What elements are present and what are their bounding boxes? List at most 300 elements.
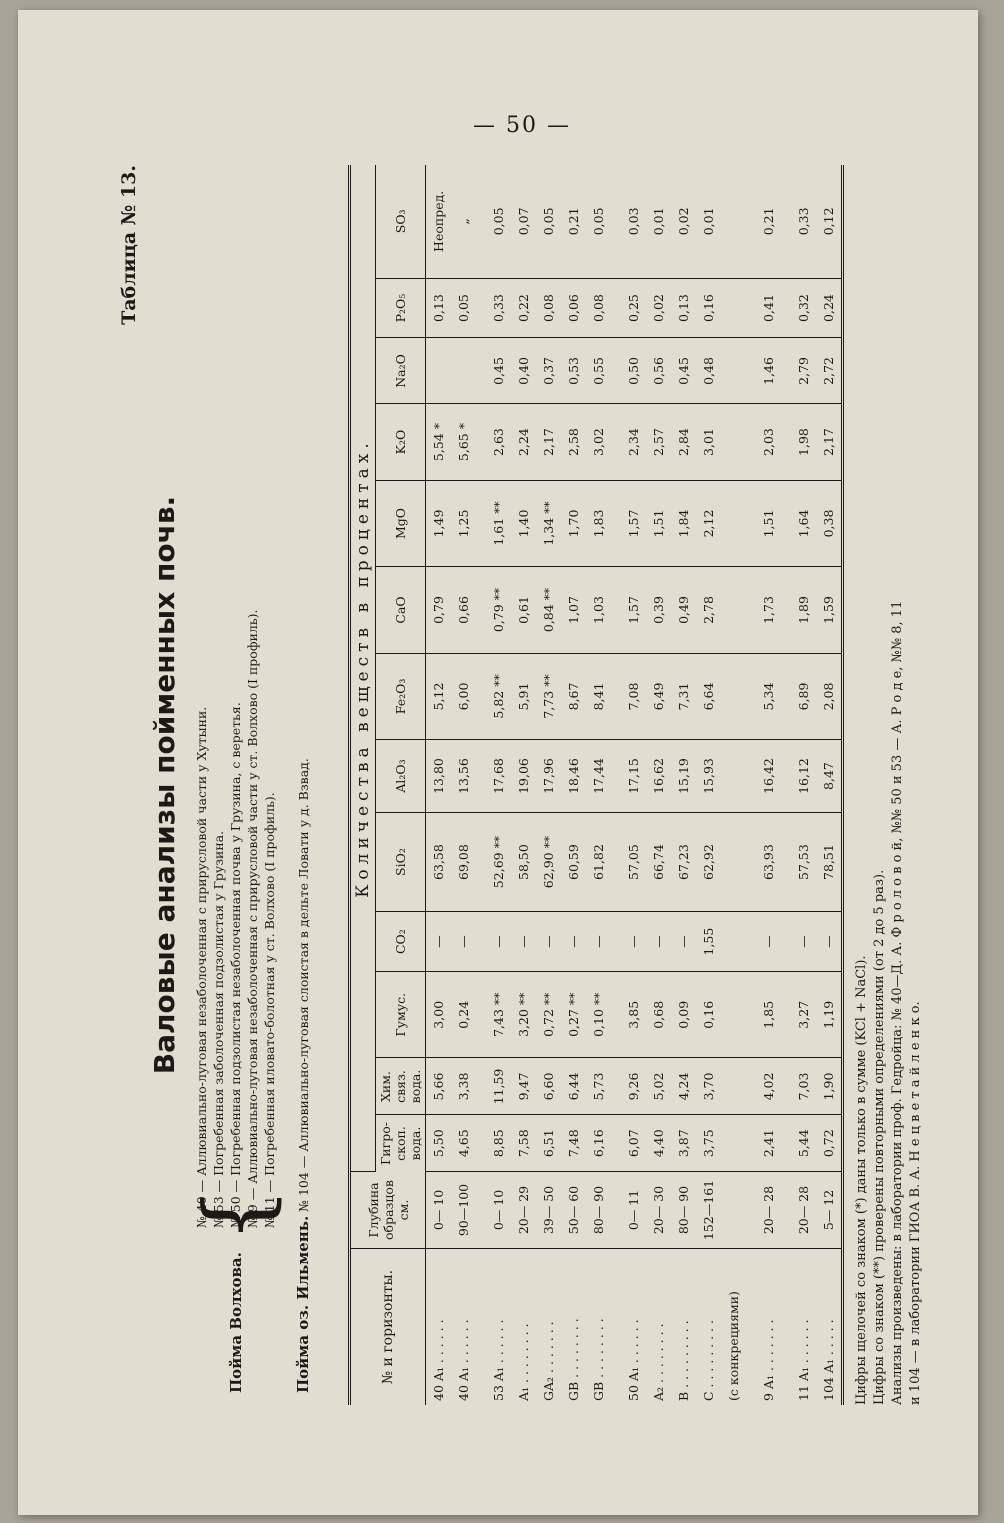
cell-value: 1,46: [756, 338, 781, 404]
cell-value: 1,85: [756, 972, 781, 1058]
cell-value: 4,40: [646, 1115, 671, 1172]
spacer-cell: [746, 740, 756, 813]
cell-value: 6,60: [536, 1058, 561, 1115]
cell-value: 0,25: [621, 278, 646, 338]
cell-sample: 11 A₁ . . . . . .: [796, 1319, 811, 1401]
cell-value: 0,02: [646, 278, 671, 338]
cell-value: 3,20 **: [511, 972, 536, 1058]
cell-value: 17,96: [536, 740, 561, 813]
spacer-cell: [781, 740, 791, 813]
cell-value: 0,66: [451, 567, 476, 653]
spacer-cell: [746, 338, 756, 404]
cell-value: 1,57: [621, 567, 646, 653]
cell-value: 0,45: [671, 338, 696, 404]
cell-value: [721, 567, 746, 653]
cell-value: 7,08: [621, 653, 646, 739]
cell-value: 6,51: [536, 1115, 561, 1172]
cell-sample: (с конкрециями): [726, 1291, 741, 1401]
cell-value: 0,72: [816, 1115, 843, 1172]
footnote: Анализы произведены: в лаборатории проф. Гедройца: № 40—Д. А. Ф р о л о в о й, №№ 50 и 53 — А. Р о д е, №№ 8, 11: [890, 600, 905, 1405]
cell-value: 67,23: [671, 812, 696, 911]
cell-value: 2,79: [791, 338, 816, 404]
cell-sample: GA₂ . . . . . . .: [541, 1321, 556, 1401]
cell-value: 0,79: [426, 567, 452, 653]
spacer-cell: [476, 740, 486, 813]
header-depth: Глубина образцов см.: [350, 1172, 426, 1249]
cell-value: 1,61 **: [486, 480, 511, 566]
cell-value: 0,39: [646, 567, 671, 653]
table-row: [586, 165, 611, 1405]
cell-value: 0,61: [511, 567, 536, 653]
cell-value: 0,33: [791, 165, 816, 278]
spacer-cell: [611, 278, 621, 338]
cell-value: 8,47: [816, 740, 843, 813]
cell-value: 63,58: [426, 812, 452, 911]
legend-item: № 50 — Погребенная подзолистая незаболоченная почва у Грузина, с веретья.: [228, 702, 243, 1228]
cell-value: [721, 165, 746, 278]
cell-sample: 53 A₁ . . . . . .: [491, 1319, 506, 1401]
cell-value: 2,41: [756, 1115, 781, 1172]
cell-value: 2,78: [696, 567, 721, 653]
cell-value: 2,12: [696, 480, 721, 566]
cell-value: 8,41: [586, 653, 611, 739]
spacer-cell: [476, 480, 486, 566]
cell-value: 15,93: [696, 740, 721, 813]
cell-sample: A₁ . . . . . . . .: [516, 1323, 531, 1401]
cell-value: 6,49: [646, 653, 671, 739]
table-row: [451, 165, 476, 1405]
cell-value: 0,13: [671, 278, 696, 338]
spacer-cell: [746, 812, 756, 911]
cell-value: 2,03: [756, 404, 781, 480]
cell-value: 1,83: [586, 480, 611, 566]
cell-value: 0,79 **: [486, 567, 511, 653]
cell-value: 0,05: [451, 278, 476, 338]
header-col: Гумус.: [376, 972, 426, 1058]
cell-value: „: [451, 165, 476, 278]
legend-item: № 53 — Погребенная заболоченная подзолистая у Грузина.: [211, 830, 226, 1228]
cell-value: —: [511, 912, 536, 972]
cell-value: 1,19: [816, 972, 843, 1058]
cell-value: 5,65 *: [451, 404, 476, 480]
spacer-cell: [611, 1115, 621, 1172]
cell-value: 1,34 **: [536, 480, 561, 566]
cell-value: 0,55: [586, 338, 611, 404]
table-row: [671, 165, 696, 1405]
spacer-cell: [781, 1249, 791, 1406]
cell-value: 3,70: [696, 1058, 721, 1115]
cell-value: 2,63: [486, 404, 511, 480]
analysis-table: [348, 165, 844, 1405]
cell-value: [721, 912, 746, 972]
cell-value: 4,24: [671, 1058, 696, 1115]
cell-value: 3,00: [426, 972, 452, 1058]
table-row: [486, 165, 511, 1405]
cell-value: 1,51: [646, 480, 671, 566]
header-sample: № и горизонты.: [350, 1249, 426, 1406]
cell-value: 4,65: [451, 1115, 476, 1172]
cell-depth: 39— 50: [536, 1172, 561, 1249]
spacer-cell: [611, 165, 621, 278]
spacer-cell: [611, 812, 621, 911]
cell-value: 0,24: [816, 278, 843, 338]
cell-sample: 40 A₁ . . . . . .: [431, 1319, 446, 1401]
cell-value: 16,62: [646, 740, 671, 813]
cell-value: 2,58: [561, 404, 586, 480]
cell-value: 5,34: [756, 653, 781, 739]
cell-value: [721, 1115, 746, 1172]
spacer-cell: [476, 1058, 486, 1115]
cell-value: 2,34: [621, 404, 646, 480]
header-col: Хим. связ. вода.: [376, 1058, 426, 1115]
spacer-cell: [611, 653, 621, 739]
legend-ilmen-label: Пойма оз. Ильмень.: [294, 1215, 312, 1393]
cell-sample: 50 A₁ . . . . . .: [626, 1319, 641, 1401]
cell-value: 17,44: [586, 740, 611, 813]
cell-value: 2,17: [536, 404, 561, 480]
cell-value: 5,73: [586, 1058, 611, 1115]
spacer-cell: [746, 278, 756, 338]
cell-value: 0,24: [451, 972, 476, 1058]
cell-value: 0,05: [586, 165, 611, 278]
cell-value: 0,22: [511, 278, 536, 338]
table-row: [511, 165, 536, 1405]
cell-value: 16,42: [756, 740, 781, 813]
table-row: [426, 165, 452, 1405]
cell-depth: 20— 28: [756, 1172, 781, 1249]
cell-value: 7,43 **: [486, 972, 511, 1058]
spacer-cell: [781, 278, 791, 338]
cell-value: 0,16: [696, 278, 721, 338]
header-col: Al₂O₃: [376, 740, 426, 813]
cell-value: —: [561, 912, 586, 972]
page-number: — 50 —: [473, 113, 571, 138]
cell-value: 60,59: [561, 812, 586, 911]
cell-value: 1,59: [816, 567, 843, 653]
cell-value: 0,09: [671, 972, 696, 1058]
spacer-cell: [476, 1249, 486, 1406]
cell-value: 1,73: [756, 567, 781, 653]
cell-value: 3,85: [621, 972, 646, 1058]
cell-value: 1,55: [696, 912, 721, 972]
cell-depth: 0— 11: [621, 1172, 646, 1249]
cell-sample: 40 A₁ . . . . . .: [456, 1319, 471, 1401]
table-row: [536, 165, 561, 1405]
cell-value: 17,68: [486, 740, 511, 813]
cell-value: 0,37: [536, 338, 561, 404]
cell-depth: 50— 60: [561, 1172, 586, 1249]
spacer-cell: [781, 1115, 791, 1172]
header-col: P₂O₅: [376, 278, 426, 338]
cell-value: 0,27 **: [561, 972, 586, 1058]
cell-value: 3,75: [696, 1115, 721, 1172]
table-row: [791, 165, 816, 1405]
cell-value: 2,72: [816, 338, 843, 404]
cell-value: 5,54 *: [426, 404, 452, 480]
cell-value: 1,90: [816, 1058, 843, 1115]
cell-value: 8,85: [486, 1115, 511, 1172]
cell-value: 6,89: [791, 653, 816, 739]
cell-value: 69,08: [451, 812, 476, 911]
spacer-cell: [476, 972, 486, 1058]
cell-depth: 5— 12: [816, 1172, 843, 1249]
spacer-cell: [781, 404, 791, 480]
cell-value: 13,56: [451, 740, 476, 813]
row-spacer: [611, 165, 621, 1405]
spacer-cell: [746, 1249, 756, 1406]
spacer-cell: [476, 1115, 486, 1172]
cell-value: 0,06: [561, 278, 586, 338]
cell-value: 5,82 **: [486, 653, 511, 739]
spacer-cell: [611, 740, 621, 813]
cell-value: 0,45: [486, 338, 511, 404]
cell-value: 0,40: [511, 338, 536, 404]
cell-value: 17,15: [621, 740, 646, 813]
header-col: Na₂O: [376, 338, 426, 404]
cell-sample: 104 A₁ . . . . .: [821, 1319, 836, 1401]
cell-depth: 152—161: [696, 1172, 721, 1249]
cell-value: —: [426, 912, 452, 972]
cell-value: 8,67: [561, 653, 586, 739]
cell-value: 1,64: [791, 480, 816, 566]
cell-value: 6,00: [451, 653, 476, 739]
cell-value: 1,57: [621, 480, 646, 566]
cell-value: [721, 653, 746, 739]
cell-value: 3,27: [791, 972, 816, 1058]
cell-value: 57,53: [791, 812, 816, 911]
cell-value: 0,50: [621, 338, 646, 404]
cell-value: 57,05: [621, 812, 646, 911]
spacer-cell: [476, 278, 486, 338]
cell-depth: 20— 29: [511, 1172, 536, 1249]
cell-value: [721, 278, 746, 338]
spacer-cell: [781, 165, 791, 278]
header-col: CO₂: [376, 912, 426, 972]
footnote: Цифры щелочей со знаком (*) даны только в сумме (KCl + NaCl).: [854, 955, 869, 1405]
spacer-cell: [781, 812, 791, 911]
cell-value: 1,70: [561, 480, 586, 566]
spacer-cell: [781, 1172, 791, 1249]
cell-value: 1,25: [451, 480, 476, 566]
cell-value: 0,21: [756, 165, 781, 278]
spacer-cell: [781, 1058, 791, 1115]
cell-value: 0,02: [671, 165, 696, 278]
spacer-cell: [476, 404, 486, 480]
table-body: [426, 165, 843, 1405]
spacer-cell: [746, 1058, 756, 1115]
cell-value: [451, 338, 476, 404]
cell-value: [721, 812, 746, 911]
spacer-cell: [746, 653, 756, 739]
cell-value: 61,82: [586, 812, 611, 911]
cell-sample: 9 A₁ . . . . . . .: [761, 1319, 776, 1401]
cell-value: [721, 480, 746, 566]
cell-value: 16,12: [791, 740, 816, 813]
cell-value: 6,44: [561, 1058, 586, 1115]
spacer-cell: [781, 653, 791, 739]
cell-sample: GB . . . . . . . .: [591, 1318, 606, 1401]
spacer-cell: [611, 567, 621, 653]
cell-value: 2,84: [671, 404, 696, 480]
legend-ilmen-item: № 104 — Аллювиально-луговая слоистая в дельте Ловати у д. Взвад.: [296, 758, 311, 1212]
spacer-cell: [746, 567, 756, 653]
cell-depth: 80— 90: [671, 1172, 696, 1249]
header-col: Гигро-скоп. вода.: [376, 1115, 426, 1172]
cell-value: 0,53: [561, 338, 586, 404]
cell-value: —: [536, 912, 561, 972]
cell-value: 0,84 **: [536, 567, 561, 653]
cell-value: 13,80: [426, 740, 452, 813]
header-col: Fe₂O₃: [376, 653, 426, 739]
cell-value: 5,44: [791, 1115, 816, 1172]
spacer-cell: [746, 972, 756, 1058]
spacer-cell: [611, 912, 621, 972]
spacer-cell: [781, 480, 791, 566]
cell-value: 0,41: [756, 278, 781, 338]
cell-value: 1,49: [426, 480, 452, 566]
cell-sample: A₂ . . . . . . . .: [651, 1323, 666, 1401]
cell-value: 7,31: [671, 653, 696, 739]
cell-value: [721, 338, 746, 404]
cell-value: —: [756, 912, 781, 972]
cell-depth: 0— 10: [486, 1172, 511, 1249]
cell-value: 0,38: [816, 480, 843, 566]
cell-sample: GB . . . . . . . .: [566, 1318, 581, 1401]
table-row: [816, 165, 843, 1405]
cell-value: —: [486, 912, 511, 972]
cell-value: 6,64: [696, 653, 721, 739]
cell-value: 5,12: [426, 653, 452, 739]
cell-value: 3,87: [671, 1115, 696, 1172]
cell-value: 2,17: [816, 404, 843, 480]
legend-item: № 9 — Аллювиально-луговая незаболоченная с прирусловой части у ст. Волхово (I профиль).: [245, 609, 260, 1228]
cell-value: [721, 404, 746, 480]
cell-value: 1,98: [791, 404, 816, 480]
footnotes: [853, 601, 925, 1405]
spacer-cell: [746, 165, 756, 278]
cell-value: 62,90 **: [536, 812, 561, 911]
page-sheet: [18, 10, 978, 1515]
cell-value: 0,01: [646, 165, 671, 278]
cell-value: 0,48: [696, 338, 721, 404]
cell-value: 0,49: [671, 567, 696, 653]
spacer-cell: [476, 338, 486, 404]
cell-value: 58,50: [511, 812, 536, 911]
legend-brace: {: [185, 1187, 288, 1243]
cell-value: 0,56: [646, 338, 671, 404]
cell-value: 11,59: [486, 1058, 511, 1115]
cell-value: 5,66: [426, 1058, 452, 1115]
cell-value: 1,03: [586, 567, 611, 653]
cell-value: 0,32: [791, 278, 816, 338]
cell-value: Неопред.: [426, 165, 452, 278]
legend-volkhov-label: Пойма Волхова.: [227, 1252, 245, 1393]
rotated-table-block: [118, 165, 978, 1405]
table-row: [696, 165, 721, 1405]
cell-value: 2,08: [816, 653, 843, 739]
cell-value: 4,02: [756, 1058, 781, 1115]
cell-value: 0,08: [536, 278, 561, 338]
cell-value: 1,84: [671, 480, 696, 566]
spacer-cell: [781, 567, 791, 653]
spacer-cell: [476, 1172, 486, 1249]
cell-value: —: [621, 912, 646, 972]
cell-value: 0,68: [646, 972, 671, 1058]
table-title: Валовые анализы пойменных почв.: [148, 495, 181, 1075]
cell-value: 0,08: [586, 278, 611, 338]
legend-volkhov-list: [193, 609, 278, 1228]
cell-value: 15,19: [671, 740, 696, 813]
cell-value: 6,07: [621, 1115, 646, 1172]
cell-value: 62,92: [696, 812, 721, 911]
header-col: MgO: [376, 480, 426, 566]
cell-value: [721, 740, 746, 813]
cell-value: 0,07: [511, 165, 536, 278]
cell-value: 2,57: [646, 404, 671, 480]
cell-depth: 90—100: [451, 1172, 476, 1249]
cell-value: 0,05: [486, 165, 511, 278]
cell-value: 3,02: [586, 404, 611, 480]
cell-value: 0,03: [621, 165, 646, 278]
cell-value: 0,05: [536, 165, 561, 278]
row-spacer: [476, 165, 486, 1405]
spacer-cell: [781, 972, 791, 1058]
spacer-cell: [611, 1172, 621, 1249]
cell-value: 5,50: [426, 1115, 452, 1172]
spacer-cell: [746, 1115, 756, 1172]
cell-depth: 0— 10: [426, 1172, 452, 1249]
cell-value: 0,10 **: [586, 972, 611, 1058]
table-row: [621, 165, 646, 1405]
spacer-cell: [476, 567, 486, 653]
row-spacer: [746, 165, 756, 1405]
spacer-cell: [476, 653, 486, 739]
cell-value: 5,91: [511, 653, 536, 739]
cell-depth: 20— 30: [646, 1172, 671, 1249]
cell-value: 0,16: [696, 972, 721, 1058]
spacer-cell: [611, 404, 621, 480]
cell-value: 52,69 **: [486, 812, 511, 911]
cell-value: 9,47: [511, 1058, 536, 1115]
footnote: Цифры со знаком (**) проверены повторными определениями (от 2 до 5 раз).: [872, 869, 887, 1405]
cell-value: [721, 1058, 746, 1115]
cell-value: 0,72 **: [536, 972, 561, 1058]
spacer-cell: [611, 1249, 621, 1406]
header-group: Количества веществ в процентах.: [350, 165, 376, 1172]
table-row: [646, 165, 671, 1405]
spacer-cell: [746, 1172, 756, 1249]
spacer-cell: [611, 338, 621, 404]
cell-depth: 80— 90: [586, 1172, 611, 1249]
spacer-cell: [781, 338, 791, 404]
cell-value: 7,58: [511, 1115, 536, 1172]
cell-value: 1,40: [511, 480, 536, 566]
cell-value: 66,74: [646, 812, 671, 911]
cell-value: —: [586, 912, 611, 972]
legend-item: № 40 — Аллювиально-луговая незаболоченная с прирусловой части у Хутыни.: [194, 706, 209, 1228]
cell-depth: 20— 28: [791, 1172, 816, 1249]
spacer-cell: [746, 912, 756, 972]
cell-depth: [721, 1172, 746, 1249]
table-row: [721, 165, 746, 1405]
spacer-cell: [476, 812, 486, 911]
cell-value: 2,24: [511, 404, 536, 480]
cell-value: 0,13: [426, 278, 452, 338]
legend-item: № 11 — Погребенная иловато-болотная у ст. Волхово (I профиль).: [262, 792, 277, 1228]
cell-value: 1,07: [561, 567, 586, 653]
cell-value: —: [791, 912, 816, 972]
spacer-cell: [746, 480, 756, 566]
